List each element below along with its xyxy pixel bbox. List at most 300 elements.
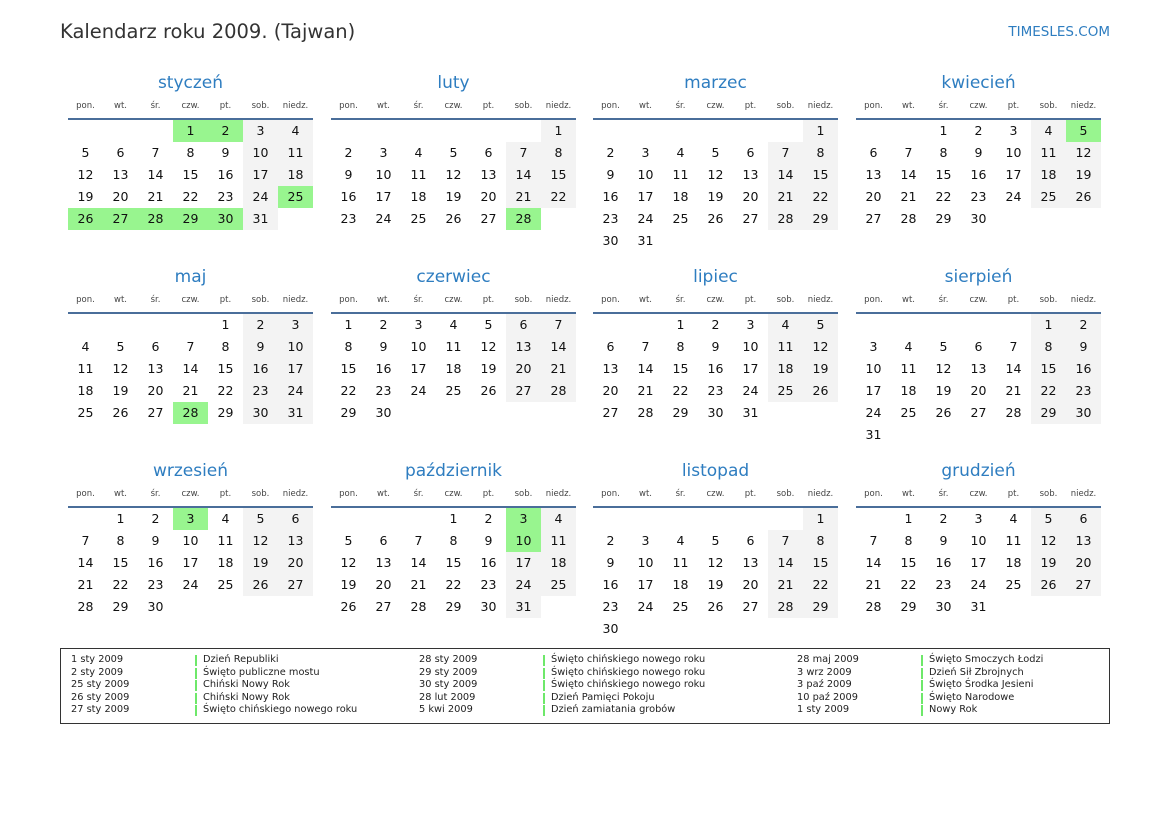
weekday-label: niedz. [282, 101, 309, 111]
empty-cell [173, 314, 208, 336]
holiday-marker [921, 680, 923, 691]
day-cell: 4 [541, 508, 576, 530]
empty-cell [996, 314, 1031, 336]
day-cell: 9 [606, 555, 615, 570]
day-cell: 20 [112, 189, 129, 204]
day-cell: 29 [803, 596, 838, 618]
legend-date: 30 sty 2009 [419, 679, 478, 691]
legend-row [419, 679, 779, 692]
day-cell: 15 [935, 167, 952, 182]
legend-date: 2 sty 2009 [71, 666, 124, 678]
day-cell: 29 [112, 599, 129, 614]
holiday-marker [195, 693, 197, 704]
legend-date: 25 sty 2009 [71, 679, 130, 691]
legend-column [71, 654, 411, 717]
day-cell: 14 [637, 361, 654, 376]
day-cell: 13 [742, 555, 759, 570]
empty-cell [138, 314, 173, 336]
weekday-label: śr. [413, 295, 424, 305]
holiday-marker [921, 655, 923, 666]
day-cell: 18 [672, 577, 689, 592]
day-cell: 16 [243, 358, 278, 380]
legend-row [419, 704, 779, 717]
legend-date: 27 sty 2009 [71, 704, 130, 716]
holiday-day-cell: 10 [506, 530, 541, 552]
day-cell: 10 [637, 167, 654, 182]
day-cell: 30 [243, 402, 278, 424]
day-cell: 25 [672, 211, 689, 226]
day-cell: 5 [243, 508, 278, 530]
weekday-label: sob. [251, 489, 270, 499]
day-cell: 15 [803, 552, 838, 574]
day-cell: 4 [676, 533, 685, 548]
holiday-day-cell: 5 [1066, 120, 1101, 142]
legend-entry [929, 654, 1043, 667]
day-cell: 24 [182, 577, 199, 592]
day-cell: 4 [904, 339, 913, 354]
day-cell: 25 [900, 405, 917, 420]
legend-row [71, 704, 411, 717]
day-cell: 6 [278, 508, 313, 530]
day-cell: 2 [939, 511, 948, 526]
legend-entry [929, 679, 1034, 692]
holiday-marker [195, 705, 197, 716]
day-cell: 12 [445, 167, 462, 182]
weekday-label: sob. [1039, 489, 1058, 499]
day-cell: 19 [707, 189, 724, 204]
day-cell: 27 [375, 599, 392, 614]
day-cell: 10 [970, 533, 987, 548]
day-cell: 5 [1031, 508, 1066, 530]
day-cell: 9 [379, 339, 388, 354]
month-name: marzec [684, 73, 747, 93]
day-cell: 16 [935, 555, 952, 570]
day-cell: 18 [217, 555, 234, 570]
day-cell: 16 [480, 555, 497, 570]
weekday-header [68, 98, 313, 120]
day-cell: 1 [541, 120, 576, 142]
weekday-label: wt. [114, 295, 127, 305]
day-cell: 12 [1031, 530, 1066, 552]
weekday-label: sob. [776, 295, 795, 305]
day-cell: 1 [1031, 314, 1066, 336]
day-cell: 6 [116, 145, 125, 160]
day-cell: 14 [506, 164, 541, 186]
day-cell: 14 [865, 555, 882, 570]
empty-cell [663, 508, 698, 530]
weekday-label: niedz. [807, 101, 834, 111]
legend-holiday-name: Święto chińskiego nowego roku [551, 654, 706, 665]
day-cell: 19 [707, 577, 724, 592]
weekday-label: pon. [601, 489, 620, 499]
day-cell: 23 [375, 383, 392, 398]
day-grid [331, 314, 576, 424]
day-cell: 2 [606, 533, 615, 548]
day-cell: 13 [865, 167, 882, 182]
legend-date: 28 sty 2009 [419, 654, 478, 665]
legend-holiday-name: Dzień Republiki [203, 654, 279, 665]
day-cell: 9 [484, 533, 493, 548]
weekday-header [68, 292, 313, 314]
day-cell: 17 [506, 552, 541, 574]
day-cell: 29 [900, 599, 917, 614]
day-cell: 24 [637, 211, 654, 226]
weekday-header [331, 292, 576, 314]
day-cell: 14 [768, 552, 803, 574]
legend-holiday-name: Nowy Rok [929, 704, 978, 716]
day-cell: 2 [974, 123, 983, 138]
day-cell: 18 [768, 358, 803, 380]
day-cell: 25 [77, 405, 94, 420]
day-cell: 15 [445, 555, 462, 570]
day-cell: 22 [112, 577, 129, 592]
day-grid [593, 314, 838, 424]
weekday-header [331, 486, 576, 508]
legend-date: 1 sty 2009 [797, 704, 850, 716]
weekday-label: śr. [938, 489, 949, 499]
weekday-label: pon. [601, 295, 620, 305]
day-cell: 17 [637, 577, 654, 592]
holiday-marker [195, 680, 197, 691]
day-cell: 23 [602, 599, 619, 614]
day-cell: 9 [344, 167, 353, 182]
weekday-label: czw. [706, 489, 725, 499]
day-cell: 10 [375, 167, 392, 182]
month-name: wrzesień [152, 461, 229, 481]
holiday-day-cell: 2 [208, 120, 243, 142]
legend-row [797, 667, 1097, 680]
day-cell: 26 [340, 599, 357, 614]
weekday-label: sob. [514, 489, 533, 499]
day-cell: 17 [865, 383, 882, 398]
legend-entry [551, 692, 655, 705]
day-cell: 28 [410, 599, 427, 614]
weekday-label: niedz. [545, 489, 572, 499]
day-cell: 29 [803, 208, 838, 230]
day-cell: 23 [243, 380, 278, 402]
day-cell: 9 [974, 145, 983, 160]
day-cell: 27 [147, 405, 164, 420]
weekday-header [856, 292, 1101, 314]
day-cell: 8 [803, 530, 838, 552]
day-cell: 22 [803, 186, 838, 208]
day-cell: 31 [637, 233, 654, 248]
weekday-header [856, 486, 1101, 508]
day-cell: 18 [541, 552, 576, 574]
weekday-header [593, 486, 838, 508]
day-cell: 31 [243, 208, 278, 230]
empty-cell [68, 120, 103, 142]
day-cell: 22 [445, 577, 462, 592]
weekday-label: wt. [377, 295, 390, 305]
day-cell: 9 [221, 145, 230, 160]
day-cell: 25 [1031, 186, 1066, 208]
day-cell: 5 [484, 317, 493, 332]
legend-row [797, 679, 1097, 692]
day-cell: 13 [375, 555, 392, 570]
legend-holiday-name: Święto Smoczych Łodzi [929, 654, 1044, 665]
weekday-label: pt. [219, 489, 232, 499]
holiday-marker [543, 655, 545, 666]
day-cell: 25 [768, 380, 803, 402]
weekday-label: pon. [864, 101, 883, 111]
day-cell: 26 [112, 405, 129, 420]
day-cell: 6 [869, 145, 878, 160]
day-cell: 15 [672, 361, 689, 376]
legend-entry [929, 704, 977, 717]
day-cell: 30 [375, 405, 392, 420]
day-cell: 17 [410, 361, 427, 376]
day-cell: 21 [1005, 383, 1022, 398]
weekday-label: pon. [864, 489, 883, 499]
weekday-label: czw. [181, 295, 200, 305]
day-cell: 6 [746, 533, 755, 548]
empty-cell [891, 314, 926, 336]
holiday-day-cell: 25 [278, 186, 313, 208]
day-cell: 15 [217, 361, 234, 376]
legend-holiday-name: Dzień Sił Zbrojnych [929, 666, 1024, 678]
day-cell: 28 [768, 208, 803, 230]
empty-cell [138, 120, 173, 142]
day-cell: 7 [81, 533, 90, 548]
weekday-label: niedz. [282, 295, 309, 305]
day-cell: 17 [970, 555, 987, 570]
weekday-label: pon. [339, 489, 358, 499]
day-cell: 25 [445, 383, 462, 398]
weekday-label: śr. [413, 101, 424, 111]
day-cell: 25 [1005, 577, 1022, 592]
holiday-marker [543, 680, 545, 691]
empty-cell [698, 120, 733, 142]
weekday-header [856, 98, 1101, 120]
holiday-day-cell: 1 [173, 120, 208, 142]
day-cell: 16 [707, 361, 724, 376]
empty-cell [331, 508, 366, 530]
day-cell: 15 [340, 361, 357, 376]
weekday-label: wt. [639, 295, 652, 305]
day-cell: 11 [672, 167, 689, 182]
day-cell: 17 [182, 555, 199, 570]
legend-date: 10 paź 2009 [797, 691, 858, 703]
weekday-label: śr. [675, 295, 686, 305]
day-cell: 5 [449, 145, 458, 160]
day-cell: 5 [711, 533, 720, 548]
day-cell: 13 [970, 361, 987, 376]
empty-cell [733, 508, 768, 530]
day-cell: 30 [480, 599, 497, 614]
day-cell: 7 [151, 145, 160, 160]
day-cell: 26 [935, 405, 952, 420]
weekday-label: pt. [744, 489, 757, 499]
legend-holiday-name: Święto chińskiego nowego roku [203, 704, 358, 716]
day-cell: 14 [182, 361, 199, 376]
day-cell: 3 [869, 339, 878, 354]
day-cell: 16 [340, 189, 357, 204]
day-cell: 11 [410, 167, 427, 182]
day-cell: 3 [641, 533, 650, 548]
weekday-label: wt. [902, 489, 915, 499]
day-cell: 23 [217, 189, 234, 204]
legend-holiday-name: Dzień Pamięci Pokoju [551, 691, 655, 703]
day-cell: 30 [602, 233, 619, 248]
month-name: styczeń [157, 73, 224, 93]
weekday-label: niedz. [1070, 101, 1097, 111]
site-link[interactable]: TIMESLES.COM [1008, 24, 1110, 40]
weekday-label: pon. [76, 489, 95, 499]
day-cell: 6 [606, 339, 615, 354]
day-cell: 27 [865, 211, 882, 226]
day-cell: 13 [112, 167, 129, 182]
day-cell: 6 [379, 533, 388, 548]
day-cell: 7 [506, 142, 541, 164]
day-cell: 1 [676, 317, 685, 332]
day-cell: 23 [480, 577, 497, 592]
day-cell: 3 [243, 120, 278, 142]
day-cell: 16 [1066, 358, 1101, 380]
day-cell: 10 [865, 361, 882, 376]
weekday-label: niedz. [545, 295, 572, 305]
day-cell: 25 [672, 599, 689, 614]
legend-holiday-name: Święto chińskiego nowego roku [551, 666, 706, 678]
day-cell: 12 [243, 530, 278, 552]
day-cell: 22 [182, 189, 199, 204]
day-cell: 18 [672, 189, 689, 204]
day-cell: 6 [974, 339, 983, 354]
day-cell: 27 [970, 405, 987, 420]
day-cell: 26 [707, 211, 724, 226]
weekday-label: pt. [1007, 489, 1020, 499]
day-cell: 26 [480, 383, 497, 398]
month-name: maj [174, 267, 207, 287]
day-cell: 17 [375, 189, 392, 204]
weekday-label: wt. [902, 101, 915, 111]
day-cell: 11 [900, 361, 917, 376]
day-cell: 12 [112, 361, 129, 376]
day-cell: 10 [410, 339, 427, 354]
holiday-day-cell: 3 [506, 508, 541, 530]
day-cell: 30 [935, 599, 952, 614]
day-cell: 31 [970, 599, 987, 614]
empty-cell [103, 120, 138, 142]
empty-cell [68, 508, 103, 530]
legend-row [71, 679, 411, 692]
day-cell: 31 [506, 596, 541, 618]
holiday-day-cell: 28 [138, 208, 173, 230]
day-cell: 19 [480, 361, 497, 376]
day-cell: 12 [707, 555, 724, 570]
month-name: grudzień [941, 461, 1016, 481]
holiday-marker [195, 655, 197, 666]
day-cell: 4 [1031, 120, 1066, 142]
day-cell: 16 [970, 167, 987, 182]
weekday-label: śr. [413, 489, 424, 499]
day-cell: 22 [541, 186, 576, 208]
holiday-day-cell: 29 [173, 208, 208, 230]
empty-cell [436, 120, 471, 142]
day-cell: 21 [865, 577, 882, 592]
weekday-label: sob. [1039, 101, 1058, 111]
day-cell: 19 [340, 577, 357, 592]
empty-cell [856, 508, 891, 530]
day-cell: 20 [865, 189, 882, 204]
month-block [593, 72, 838, 252]
day-cell: 21 [506, 186, 541, 208]
day-cell: 29 [1031, 402, 1066, 424]
day-cell: 2 [344, 145, 353, 160]
day-cell: 26 [803, 380, 838, 402]
holiday-day-cell: 26 [68, 208, 103, 230]
day-cell: 8 [1031, 336, 1066, 358]
weekday-label: pt. [482, 101, 495, 111]
day-cell: 17 [1005, 167, 1022, 182]
day-cell: 3 [414, 317, 423, 332]
day-cell: 7 [414, 533, 423, 548]
day-cell: 3 [1009, 123, 1018, 138]
month-block [331, 266, 576, 424]
day-grid [68, 120, 313, 230]
holiday-day-cell: 30 [208, 208, 243, 230]
legend-holiday-name: Chiński Nowy Rok [203, 691, 290, 703]
weekday-label: pon. [339, 295, 358, 305]
day-cell: 14 [1005, 361, 1022, 376]
day-cell: 8 [803, 142, 838, 164]
holiday-marker [543, 705, 545, 716]
month-block [856, 266, 1101, 446]
day-cell: 4 [676, 145, 685, 160]
day-cell: 13 [1066, 530, 1101, 552]
day-cell: 20 [147, 383, 164, 398]
day-cell: 29 [672, 405, 689, 420]
day-cell: 11 [541, 530, 576, 552]
day-cell: 21 [147, 189, 164, 204]
weekday-label: czw. [969, 295, 988, 305]
day-cell: 13 [480, 167, 497, 182]
legend-entry [929, 692, 1014, 705]
day-cell: 15 [803, 164, 838, 186]
day-cell: 3 [641, 145, 650, 160]
day-grid [593, 508, 838, 640]
legend-date: 29 sty 2009 [419, 666, 478, 678]
day-cell: 5 [344, 533, 353, 548]
legend-holiday-name: Święto Narodowe [929, 691, 1015, 703]
day-cell: 30 [1066, 402, 1101, 424]
month-block [68, 460, 313, 618]
legend-date: 1 sty 2009 [71, 654, 124, 665]
day-cell: 15 [182, 167, 199, 182]
day-cell: 21 [900, 189, 917, 204]
day-cell: 19 [112, 383, 129, 398]
day-cell: 24 [1005, 189, 1022, 204]
day-cell: 28 [77, 599, 94, 614]
day-cell: 31 [278, 402, 313, 424]
day-cell: 8 [449, 533, 458, 548]
day-cell: 7 [186, 339, 195, 354]
day-cell: 30 [147, 599, 164, 614]
legend-holiday-name: Dzień zamiatania grobów [551, 704, 676, 716]
day-cell: 23 [707, 383, 724, 398]
day-cell: 6 [484, 145, 493, 160]
day-cell: 23 [340, 211, 357, 226]
holiday-marker [195, 668, 197, 679]
legend-entry [203, 654, 279, 667]
month-name: kwiecień [941, 73, 1016, 93]
day-cell: 12 [803, 336, 838, 358]
day-cell: 28 [1005, 405, 1022, 420]
day-cell: 30 [602, 621, 619, 636]
day-cell: 26 [1031, 574, 1066, 596]
day-cell: 17 [637, 189, 654, 204]
day-cell: 12 [77, 167, 94, 182]
